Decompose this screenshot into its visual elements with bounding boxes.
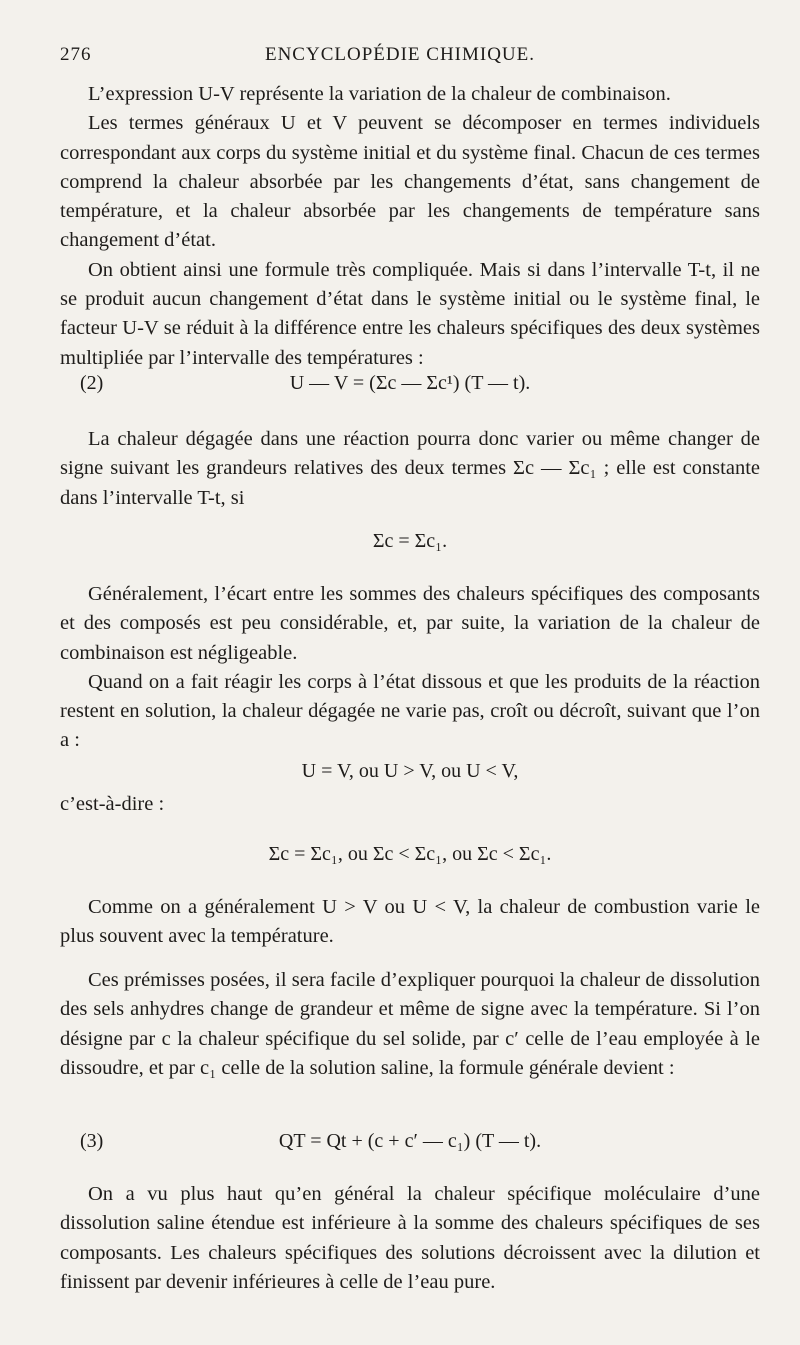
formula-u-v-expression: U = V, ou U > V, ou U < V, [301,760,519,782]
paragraph-7: c’est-à-dire : [60,793,165,815]
block-3 [60,580,760,756]
formula-constant [60,530,760,560]
paragraph-3: On obtient ainsi une formule très compliquée. Mais si dans l’intervalle T-t, il ne se produit aucun changement d’état dans le système initial ou le système final, le facteur U-V se réduit à la différence entre les chaleurs spécifiques des deux systèmes multipliée par l’intervalle des températures : [60,258,760,369]
paragraph-9: Ces prémisses posées, il sera facile d’expliquer pourquoi la chaleur de dissolution des sels anhydres change de grandeur et même de signe avec la température. Si l’on désigne par c la chaleur spécifique du sel solide, par c′ celle de l’eau employée à le dissoudre, et par c₁ celle de la solution saline, la formule générale devient : [60,969,760,1079]
block-6 [60,966,760,1083]
block-4 [60,790,760,819]
paragraph-2: Les termes généraux U et V peuvent se décomposer en termes individuels correspondant aux corps du système initial et du système final. Chacun de ces termes comprend la chaleur absorbée par les changements d’état, sans changement de température, et la chaleur absorbée par les changements de température sans changement d’état. [60,112,760,252]
paragraph-8: Comme on a généralement U > V ou U < V, la chaleur de combustion varie le plus souvent avec la température. [60,896,760,948]
paragraph-5: Généralement, l’écart entre les sommes des chaleurs spécifiques des composants et des composés est peu considérable, et, par suite, la variation de la chaleur de combinaison est négligeable. [60,583,760,664]
paragraph-1: L’expression U-V représente la variation de la chaleur de combinaison. [88,83,671,105]
formula-3-label: (3) [80,1130,104,1152]
block-5 [60,893,760,952]
block-7 [60,1180,760,1297]
paragraph-10: On a vu plus haut qu’en général la chaleur spécifique moléculaire d’une dissolution saline étendue est inférieure à la somme des chaleurs spécifiques de ses composants. Les chaleurs spécifiques des solutions décroissent avec la dilution et finissent par devenir inférieures à celle de l’eau pure. [60,1183,760,1293]
block-1 [60,80,760,373]
running-title: ENCYCLOPÉDIE CHIMIQUE. [264,44,536,65]
paragraph-6: Quand on a fait réagir les corps à l’état dissous et que les produits de la réaction restent en solution, la chaleur dégagée ne varie pas, croît ou décroît, suivant que l’on a : [60,670,760,752]
formula-sums [60,843,760,873]
paragraph-4: La chaleur dégagée dans une réaction pourra donc varier ou même changer de signe suivant les grandeurs relatives des deux termes Σc — Σc₁ ; elle est constante dans l’intervalle T-t, si [60,428,760,509]
formula-3 [60,1130,760,1160]
formula-2-expression: U — V = (Σc — Σc¹) (T — t). [289,372,531,394]
formula-constant-expression: Σc = Σc₁. [372,530,448,552]
page-number: 276 [60,44,92,65]
formula-2-label: (2) [80,372,104,394]
formula-u-v [60,760,760,790]
formula-2 [60,372,760,402]
formula-3-expression: QT = Qt + (c + c′ — c₁) (T — t). [278,1130,542,1152]
page-header [60,44,740,74]
formula-sums-expression: Σc = Σc₁, ou Σc < Σc₁, ou Σc < Σc₁. [268,843,552,865]
block-2 [60,425,760,513]
